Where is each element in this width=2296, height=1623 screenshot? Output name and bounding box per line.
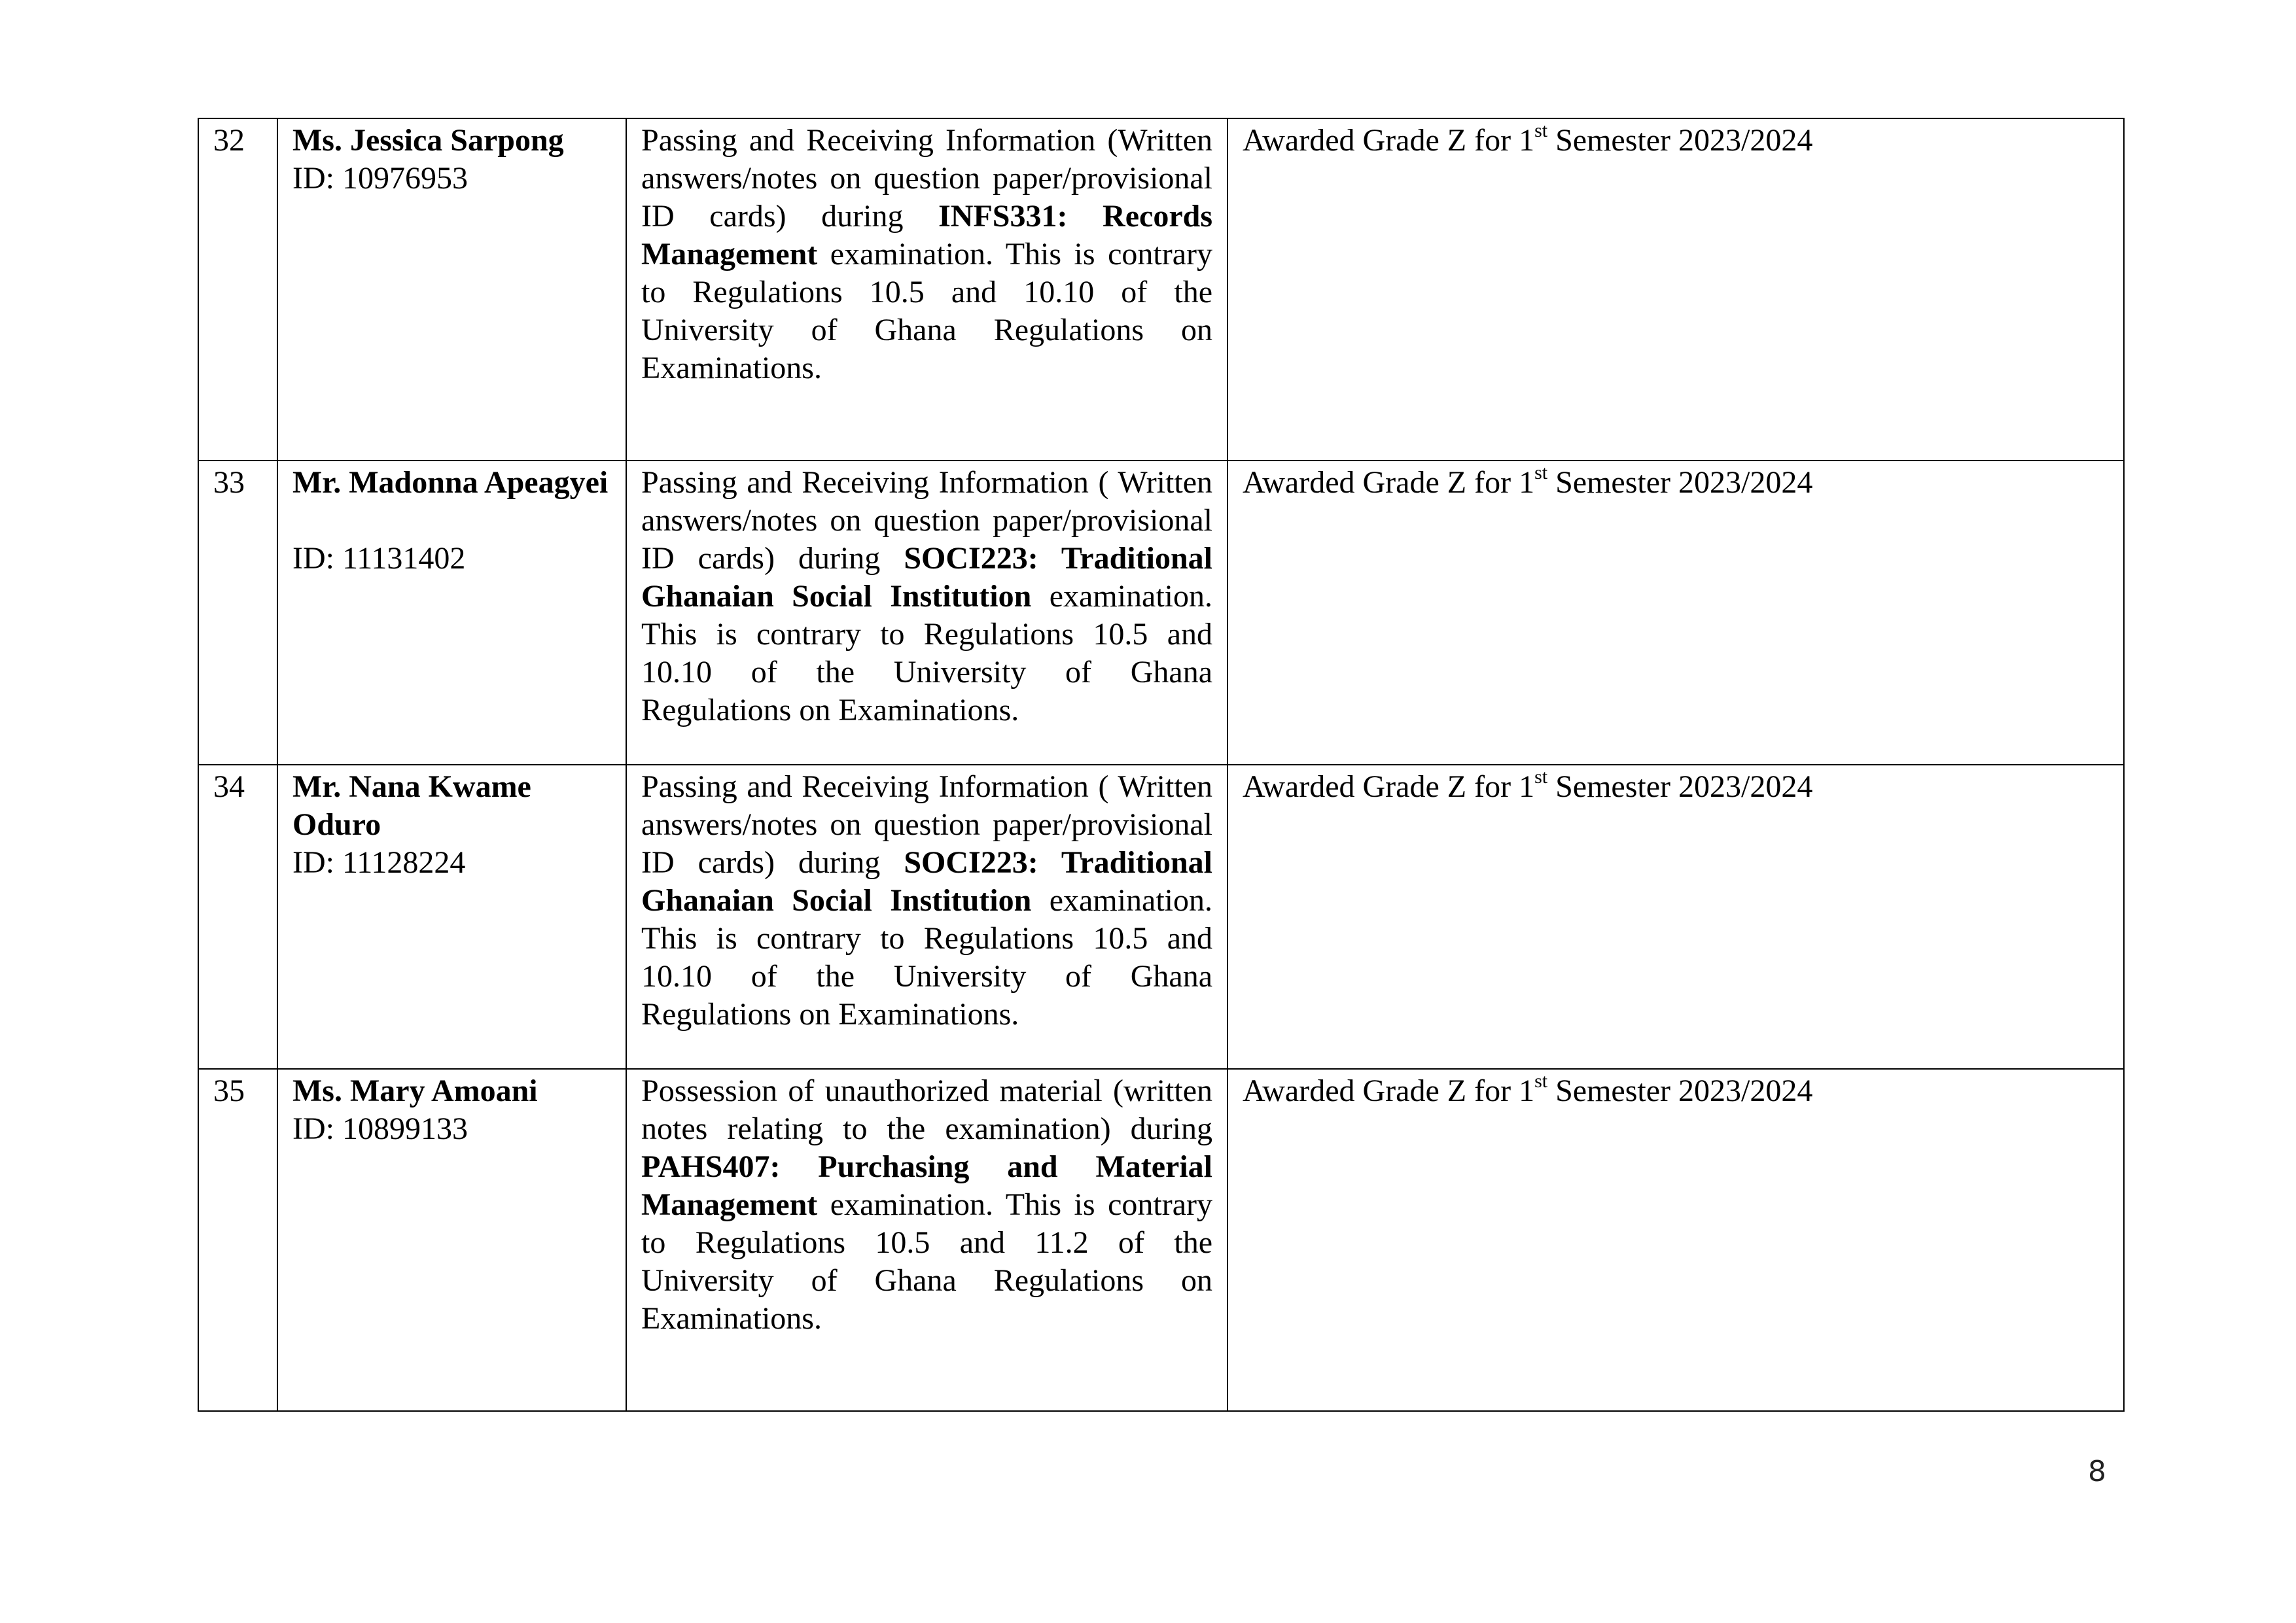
penalty-semester: Semester 2023/2024 bbox=[1547, 465, 1813, 500]
penalty-cell bbox=[1227, 118, 2124, 461]
offence-regulation: examination. This is contrary to Regulations 10.5 and 10.10 of the University of Ghana Regulations on Examinations. bbox=[641, 883, 1213, 1032]
row-number: 33 bbox=[198, 461, 277, 765]
penalty-text: Awarded Grade Z for 1 bbox=[1243, 123, 1535, 158]
ordinal-suffix: st bbox=[1534, 462, 1548, 483]
course-title: SOCI223: Traditional Ghanaian Social Institution bbox=[641, 845, 1212, 918]
course-title: PAHS407: Purchasing and Material Management bbox=[641, 1149, 1212, 1222]
student-name: Ms. Jessica Sarpong bbox=[292, 123, 564, 158]
row-number: 35 bbox=[198, 1069, 277, 1411]
student-cell bbox=[277, 765, 626, 1069]
offence-regulation: examination. This is contrary to Regulations 10.5 and 11.2 of the University of Ghana Regulations on Examinations. bbox=[641, 1187, 1212, 1336]
penalty-semester: Semester 2023/2024 bbox=[1547, 123, 1813, 158]
student-id: ID: 10976953 bbox=[292, 161, 468, 196]
offence-description: Passing and Receiving Information ( Written answers/notes on question paper/provisional ID cards) during bbox=[641, 769, 1212, 880]
offence-cell bbox=[626, 1069, 1227, 1411]
student-cell bbox=[277, 461, 626, 765]
offence-regulation: examination. This is contrary to Regulations 10.5 and 10.10 of the University of Ghana Regulations on Examinations. bbox=[641, 579, 1213, 727]
student-name: Mr. Madonna Apeagyei bbox=[292, 465, 609, 500]
offence-text bbox=[641, 768, 1212, 1034]
offence-cell bbox=[626, 461, 1227, 765]
ordinal-suffix: st bbox=[1534, 120, 1548, 141]
student-id: ID: 11128224 bbox=[292, 845, 466, 880]
table-row bbox=[198, 461, 2124, 765]
offence-text bbox=[641, 1072, 1212, 1338]
offence-cell bbox=[626, 765, 1227, 1069]
course-title: INFS331: Records Management bbox=[641, 199, 1213, 271]
penalty-text: Awarded Grade Z for 1 bbox=[1243, 769, 1535, 804]
course-title: SOCI223: Traditional Ghanaian Social Institution bbox=[641, 541, 1212, 614]
row-number: 32 bbox=[198, 118, 277, 461]
page-number: 8 bbox=[2088, 1455, 2106, 1488]
penalty-text: Awarded Grade Z for 1 bbox=[1243, 465, 1535, 500]
table-row bbox=[198, 1069, 2124, 1411]
penalty-cell bbox=[1227, 765, 2124, 1069]
penalty-cell bbox=[1227, 1069, 2124, 1411]
row-number: 34 bbox=[198, 765, 277, 1069]
table-row bbox=[198, 118, 2124, 461]
ordinal-suffix: st bbox=[1534, 766, 1548, 788]
ordinal-suffix: st bbox=[1534, 1070, 1548, 1092]
offence-text bbox=[641, 122, 1212, 387]
offence-cell bbox=[626, 118, 1227, 461]
offence-text bbox=[641, 464, 1212, 729]
student-cell bbox=[277, 1069, 626, 1411]
student-id: ID: 10899133 bbox=[292, 1111, 468, 1146]
penalty-cell bbox=[1227, 461, 2124, 765]
penalty-semester: Semester 2023/2024 bbox=[1547, 1073, 1813, 1108]
penalty-text: Awarded Grade Z for 1 bbox=[1243, 1073, 1535, 1108]
table-row bbox=[198, 765, 2124, 1069]
student-cell bbox=[277, 118, 626, 461]
student-name: Ms. Mary Amoani bbox=[292, 1073, 538, 1108]
offence-description: Passing and Receiving Information (Written answers/notes on question paper/provisional ID cards) during bbox=[641, 123, 1212, 234]
disciplinary-records-table bbox=[198, 118, 2125, 1412]
offence-description: Passing and Receiving Information ( Written answers/notes on question paper/provisional ID cards) during bbox=[641, 465, 1212, 576]
offence-regulation: examination. This is contrary to Regulations 10.5 and 10.10 of the University of Ghana Regulations on Examinations. bbox=[641, 237, 1212, 385]
penalty-semester: Semester 2023/2024 bbox=[1547, 769, 1813, 804]
student-id: ID: 11131402 bbox=[292, 541, 466, 576]
offence-description: Possession of unauthorized material (written notes relating to the examination) during bbox=[641, 1073, 1212, 1146]
student-name: Mr. Nana Kwame Oduro bbox=[292, 769, 531, 842]
